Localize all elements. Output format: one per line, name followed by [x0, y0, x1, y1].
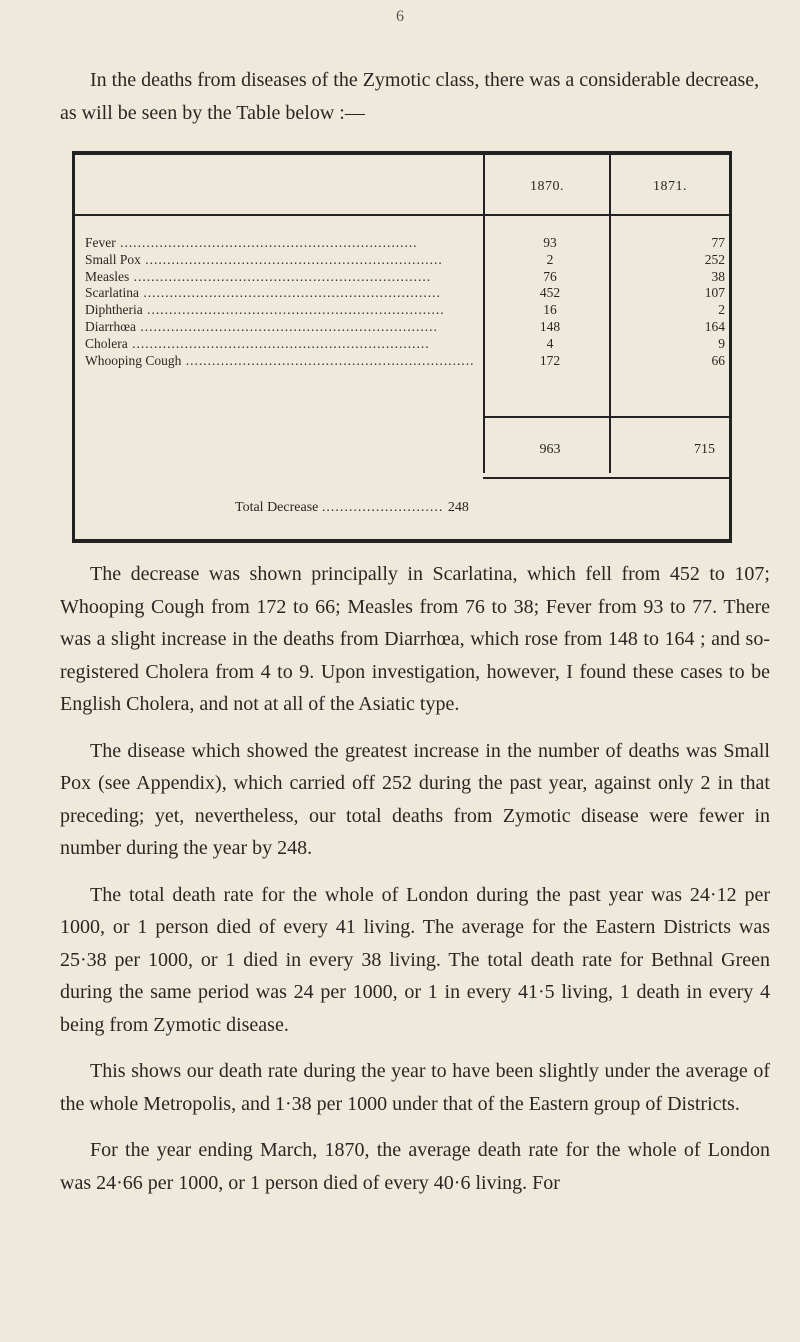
value-1871: 164 — [704, 318, 725, 334]
disease-label: Whooping Cough ..... — [85, 353, 475, 370]
table-row — [85, 319, 735, 336]
table-row — [85, 269, 735, 286]
paragraph: The total death rate for the whole of London during the past year was 24·12 per 1000, or 1 person died of every 41 living. The average for the Eastern Districts was 25·38 per 1000, or 1 died in every 38 living. The total death rate for Bethnal Green during the same period was 24 per 1000, or 1 in every 41·5 living, 1 death in every 4 being from Zymotic disease. — [60, 883, 770, 1036]
value-1871: 252 — [704, 251, 725, 267]
table-row — [85, 235, 735, 252]
paragraph: The decrease was shown principally in Scarlatina, which fell from 452 to 107; Whooping Cough from 172 to 66; Measles from 76 to 38; Fever from 93 to 77. There was a slight increase in the deaths from Diarrhœa, which rose from 148 to 164 ; and so-registered Cholera from 4 to 9. Upon investigation, however, I found these cases to be English Cholera, and not at all of the Asiatic type. — [60, 563, 770, 715]
value-1870: 172 — [539, 352, 561, 368]
body-text — [60, 558, 770, 1213]
total-decrease-label: Total Decrease — [235, 500, 319, 515]
table-rule-bottom — [483, 477, 729, 479]
disease-label: Diphtheria ..... — [85, 302, 475, 319]
disease-label: Small Pox ..... — [85, 252, 475, 269]
table-row — [85, 252, 735, 269]
value-1871: 107 — [704, 285, 725, 301]
value-1871: 66 — [711, 352, 725, 368]
value-1871: 77 — [711, 235, 725, 250]
total-1870: 963 — [539, 442, 561, 457]
total-decrease — [235, 500, 469, 516]
paragraph: For the year ending March, 1870, the average death rate for the whole of London was 24·66 per 1000, or 1 person died of every 40·6 living. For — [60, 1139, 770, 1194]
table-row — [85, 285, 735, 302]
leader-dots: ........................... — [321, 500, 448, 515]
table-rule-total — [483, 416, 729, 418]
table-rule-header-left — [75, 214, 485, 216]
paragraph: This shows our death rate during the year to have been slightly under the average of the whole Metropolis, and 1·38 per 1000 under that of the Eastern group of Districts. — [60, 1060, 770, 1115]
disease-label: Scarlatina ..... — [85, 285, 475, 302]
value-1871: 38 — [711, 268, 725, 284]
disease-label: Measles ..... — [85, 269, 475, 286]
total-decrease-value: 248 — [447, 500, 469, 515]
disease-label: Fever ..... — [85, 235, 475, 252]
page-number: 6 — [396, 8, 404, 25]
table-rows — [85, 235, 735, 369]
value-1870: 76 — [543, 268, 557, 284]
value-1870: 16 — [543, 302, 557, 318]
total-1871: 715 — [694, 442, 715, 457]
disease-label: Diarrhœa ..... — [85, 319, 475, 336]
zymotic-deaths-table — [72, 151, 732, 543]
table-row — [85, 302, 735, 319]
disease-label: Cholera ..... — [85, 336, 475, 353]
value-1870: 452 — [539, 285, 561, 301]
column-header-1870: 1870. — [530, 179, 564, 194]
value-1870: 148 — [539, 318, 561, 334]
paragraph: The disease which showed the greatest increase in the number of deaths was Small Pox (see Appendix), which carried off 252 during the past year, against only 2 in that preceding; yet, nevertheless, our total deaths from Zymotic disease were fewer in number during the year by 248. — [60, 739, 770, 859]
value-1870: 2 — [546, 251, 554, 267]
table-row — [85, 353, 735, 370]
value-1871: 9 — [718, 335, 725, 351]
value-1870: 93 — [543, 235, 557, 250]
intro-paragraph: In the deaths from diseases of the Zymotic class, there was a considerable decrease, as will be seen by the Table below :— — [60, 69, 760, 124]
column-header-1871: 1871. — [653, 179, 687, 194]
table-row — [85, 336, 735, 353]
value-1871: 2 — [718, 302, 725, 318]
value-1870: 4 — [546, 335, 554, 351]
table-rule-header-right — [483, 214, 729, 216]
